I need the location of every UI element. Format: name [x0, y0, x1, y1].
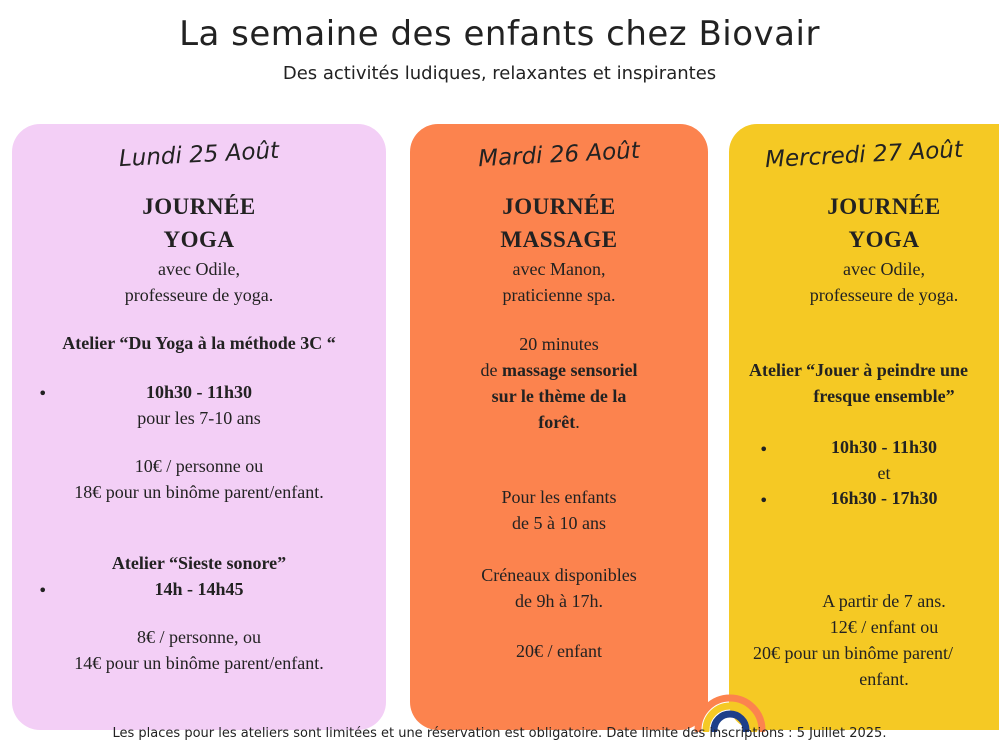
price: enfant.: [859, 669, 909, 689]
host-name: avec Odile,: [843, 259, 925, 279]
card-wednesday: [729, 124, 999, 730]
atelier-title: Atelier “Jouer à peindre une: [749, 360, 968, 380]
age-range: Pour les enfants: [501, 487, 617, 507]
availability: de 9h à 17h.: [515, 591, 603, 611]
massage-description: sur le thème de la: [491, 386, 627, 406]
page-title: La semaine des enfants chez Biovair: [179, 14, 820, 54]
heading-line2: YOGA: [163, 227, 235, 252]
time-slot: 10h30 - 11h30: [145, 382, 253, 402]
conjunction: et: [877, 463, 891, 483]
time-slot: 14h - 14h45: [154, 579, 244, 599]
period: .: [575, 412, 580, 432]
atelier-title: fresque ensemble”: [813, 386, 955, 406]
massage-description: massage sensoriel: [502, 360, 638, 380]
footer-note: Les places pour les ateliers sont limitées et une réservation est obligatoire. Date limite des inscriptions : 5 Juillet 2025.: [112, 726, 887, 741]
atelier-title: Atelier “Sieste sonore”: [111, 553, 287, 573]
price: 10€ / personne ou: [134, 456, 264, 476]
price: 14€ pour un binôme parent/enfant.: [74, 653, 324, 673]
availability: Créneaux disponibles: [481, 565, 637, 585]
host-role: professeure de yoga.: [809, 285, 959, 305]
bullet: •: [38, 384, 48, 403]
card-tuesday: [410, 124, 708, 730]
age-range: pour les 7-10 ans: [137, 408, 261, 428]
massage-line: [410, 409, 708, 435]
age-range: de 5 à 10 ans: [512, 513, 606, 533]
price: 12€ / enfant ou: [829, 617, 939, 637]
massage-description: forêt: [538, 412, 576, 432]
time-slot: 10h30 - 11h30: [830, 437, 938, 457]
duration: 20 minutes: [519, 334, 599, 354]
host-name: avec Manon,: [512, 259, 606, 279]
heading-line2: YOGA: [848, 227, 920, 252]
massage-line: [410, 357, 708, 383]
host-role: professeure de yoga.: [124, 285, 274, 305]
time-slot: 16h30 - 17h30: [830, 488, 938, 508]
atelier-title: Atelier “Du Yoga à la méthode 3C “: [62, 333, 336, 353]
bullet: •: [38, 581, 48, 600]
price: 20€ / enfant: [516, 641, 602, 661]
price: 18€ pour un binôme parent/enfant.: [74, 482, 324, 502]
rainbow-icon: [690, 662, 770, 732]
price: 20€ pour un binôme parent/: [753, 643, 953, 663]
page-subtitle: Des activités ludiques, relaxantes et inspirantes: [282, 63, 717, 84]
bullet: •: [759, 491, 769, 510]
host-name: avec Odile,: [158, 259, 240, 279]
day-title-wednesday: Mercredi 27 Août: [764, 136, 964, 174]
massage-prefix: de: [480, 360, 502, 380]
heading-line2: MASSAGE: [500, 227, 618, 252]
bullet: •: [759, 440, 769, 459]
heading-line1: JOURNÉE: [142, 194, 256, 219]
heading-line1: JOURNÉE: [827, 194, 941, 219]
host-role: praticienne spa.: [502, 285, 616, 305]
day-title-tuesday: Mardi 26 Août: [477, 137, 641, 173]
heading-line1: JOURNÉE: [502, 194, 616, 219]
day-title-monday: Lundi 25 Août: [118, 137, 280, 173]
price: 8€ / personne, ou: [137, 627, 261, 647]
card-monday: [12, 124, 386, 730]
age-range: A partir de 7 ans.: [822, 591, 946, 611]
